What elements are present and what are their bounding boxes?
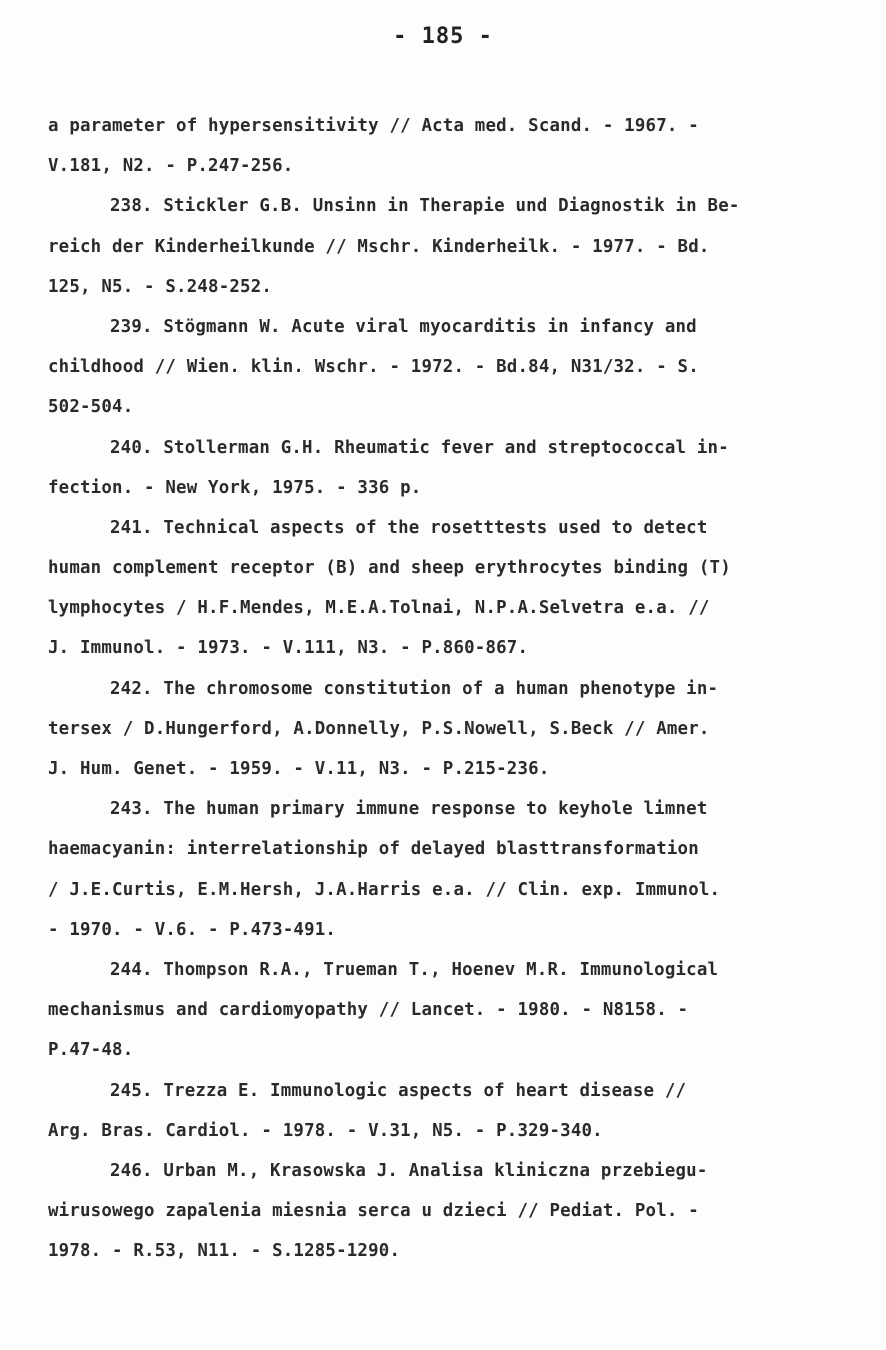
reference-line: mechanismus and cardiomyopathy // Lancet. - 1980. - N8158. - — [48, 1000, 689, 1021]
reference-line: P.47-48. — [48, 1040, 134, 1061]
reference-line: lymphocytes / H.F.Mendes, M.E.A.Tolnai, N.P.A.Selvetra e.a. // — [48, 598, 710, 619]
reference-entry-start-line: 239. Stögmann W. Acute viral myocarditis in infancy and — [110, 316, 697, 337]
reference-line: / J.E.Curtis, E.M.Hersh, J.A.Harris e.a. // Clin. exp. Immunol. — [48, 879, 721, 900]
reference-line: haemacyanin: interrelationship of delayed blasttransformation — [48, 839, 699, 860]
reference-line: human complement receptor (B) and sheep erythrocytes binding (T) — [48, 558, 731, 579]
reference-line: tersex / D.Hungerford, A.Donnelly, P.S.Nowell, S.Beck // Amer. — [48, 718, 710, 739]
page-number: - 185 - — [393, 24, 493, 49]
reference-line: childhood // Wien. klin. Wschr. - 1972. - Bd.84, N31/32. - S. — [48, 357, 699, 378]
reference-line: 125, N5. - S.248-252. — [48, 276, 273, 297]
reference-line: fection. - New York, 1975. - 336 p. — [48, 477, 422, 498]
reference-line: J. Immunol. - 1973. - V.111, N3. - P.860-867. — [48, 638, 529, 659]
reference-entry-start-line: 243. The human primary immune response to keyhole limnet — [110, 799, 708, 820]
reference-line: 1978. - R.53, N11. - S.1285-1290. — [48, 1241, 401, 1262]
reference-line: reich der Kinderheilkunde // Mschr. Kinderheilk. - 1977. - Bd. — [48, 236, 710, 257]
reference-entry-start-line: 244. Thompson R.A., Trueman T., Hoenev M.R. Immunological — [110, 959, 719, 980]
bibliography-text — [48, 106, 848, 1271]
reference-line: V.181, N2. - P.247-256. — [48, 156, 294, 177]
reference-entry-start-line: 241. Technical aspects of the rosetttests used to detect — [110, 517, 708, 538]
reference-entry-start-line: 246. Urban M., Krasowska J. Analisa kliniczna przebiegu- — [110, 1160, 708, 1181]
reference-entry-start-line: 238. Stickler G.B. Unsinn in Therapie und Diagnostik in Be- — [110, 196, 740, 217]
reference-entry-start-line: 242. The chromosome constitution of a human phenotype in- — [110, 678, 719, 699]
reference-line: Arg. Bras. Cardiol. - 1978. - V.31, N5. - P.329-340. — [48, 1120, 603, 1141]
reference-entry-start-line: 245. Trezza E. Immunologic aspects of heart disease // — [110, 1080, 687, 1101]
reference-line: wirusowego zapalenia miesnia serca u dzieci // Pediat. Pol. - — [48, 1201, 699, 1222]
reference-line: - 1970. - V.6. - P.473-491. — [48, 919, 337, 940]
reference-line: 502-504. — [48, 397, 134, 418]
reference-line: J. Hum. Genet. - 1959. - V.11, N3. - P.215-236. — [48, 759, 550, 779]
reference-line: a parameter of hypersensitivity // Acta med. Scand. - 1967. - — [48, 116, 699, 136]
reference-entry-start-line: 240. Stollerman G.H. Rheumatic fever and streptococcal in- — [110, 437, 729, 458]
